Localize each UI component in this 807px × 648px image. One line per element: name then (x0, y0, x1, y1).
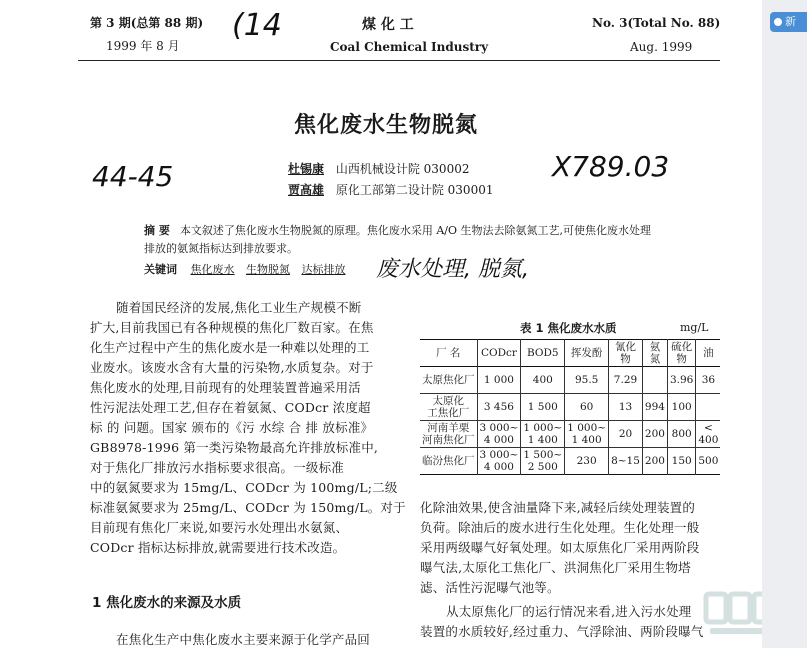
site-watermark-logo (700, 588, 762, 640)
table-cell: 230 (565, 448, 609, 475)
table-row-factory: 河南羊栗 河南焦化厂 (422, 422, 475, 446)
body-line: 标 的 问题。国家 颁布的《污 水综 合 排 放标准》 (90, 420, 374, 435)
body-line: CODcr 指标达标排放,就需要进行技术改造。 (90, 540, 346, 555)
table-header-cell: BOD5 (521, 340, 565, 367)
header-issue-cn: 第 3 期(总第 88 期) (90, 16, 204, 30)
body-line: 负荷。除油后的废水进行生化处理。生化处理一般 (420, 520, 700, 535)
tab-dot-icon (774, 18, 782, 26)
table-row (420, 394, 720, 421)
table-cell: 994 (642, 394, 667, 421)
keyword-2: 生物脱氮 (246, 263, 290, 276)
author-1-name: 杜锡康 (288, 162, 325, 176)
keyword-1: 焦化废水 (190, 263, 235, 276)
table-cell: 200 (642, 421, 667, 448)
table-header-row (420, 340, 720, 367)
table-unit: mg/L (680, 321, 709, 334)
table-cell: 1 000~ 1 400 (521, 421, 565, 448)
header-date-en: Aug. 1999 (630, 40, 693, 54)
table-cell: 400 (521, 367, 565, 394)
table-row-factory: 临汾焦化厂 (422, 455, 475, 467)
body-line: 目前现有焦化厂来说,如要污水处理出水氨氮、 (90, 520, 349, 535)
table-cell: 3.96 (667, 367, 695, 394)
table-cell: 1 000~ 1 400 (565, 421, 609, 448)
body-right-column (420, 498, 699, 598)
table-cell: 13 (609, 394, 643, 421)
table-cell: 7.29 (609, 367, 643, 394)
table-cell: 20 (609, 421, 643, 448)
table-header-cell: 油 (696, 340, 721, 367)
header-journal-cn: 煤 化 工 (362, 17, 414, 33)
keywords-line (144, 261, 346, 278)
table-header-cell: 硫化物 (667, 340, 695, 367)
table-row (420, 448, 720, 475)
handwritten-keywords-note: 废水处理, 脱氮, (376, 257, 529, 282)
table-cell: 36 (696, 367, 721, 394)
table-cell: 95.5 (565, 367, 609, 394)
keyword-3: 达标排放 (301, 263, 346, 276)
table-header-cell: 氨氮 (642, 340, 667, 367)
body-line: 扩大,目前我国已有各种规模的焦化厂数百家。在焦 (90, 320, 374, 335)
body-left-column (90, 298, 406, 558)
body-line: 标准氨氮要求为 25mg/L、CODcr 为 150mg/L。对于 (90, 500, 406, 515)
header-rule (78, 60, 720, 61)
body-line: 化生产过程中产生的焦化废水是一种难以处理的工 (90, 340, 370, 355)
viewer-side-tab[interactable] (770, 12, 807, 32)
handwritten-mark-top: (14 (232, 8, 282, 43)
body-line: 随着国民经济的发展,焦化工业生产规模不断 (116, 300, 362, 315)
body-line: 曝气法,太原化工焦化厂、洪洞焦化厂采用生物塔 (420, 560, 691, 575)
table-row-factory: 太原焦化厂 (422, 374, 475, 386)
body-line: GB8978-1996 第一类污染物最高允许排放标准中, (90, 440, 379, 455)
author-2 (288, 181, 493, 198)
table-caption: 表 1 焦化废水水质 (520, 321, 617, 335)
water-quality-table (420, 339, 720, 475)
author-1 (288, 160, 469, 177)
table-cell: 3 000~ 4 000 (477, 448, 521, 475)
section-heading-1: 1 焦化废水的来源及水质 (92, 595, 242, 611)
table-cell: 1 000 (477, 367, 521, 394)
table-cell (696, 394, 721, 421)
body-line: 装置的水质较好,经过重力、气浮除油、两阶段曝气 (420, 624, 704, 639)
handwritten-code: X789.03 (552, 150, 670, 183)
table-header-cell: CODcr (477, 340, 521, 367)
author-2-affiliation: 原化工部第二设计院 030001 (335, 183, 494, 197)
body-line: 采用两级曝气好氧处理。如太原焦化厂采用两阶段 (420, 540, 700, 555)
side-tab-label: 新 (785, 15, 796, 28)
body-line: 化除油效果,使含油量降下来,减轻后续处理装置的 (420, 500, 696, 515)
viewer-side-panel (762, 0, 807, 648)
table-cell: < 400 (696, 421, 721, 448)
body-left-bottom: 在焦化生产中焦化废水主要来源于化学产品回 (116, 632, 371, 647)
table-cell: 150 (667, 448, 695, 475)
header-date-cn: 1999 年 8 月 (106, 39, 180, 53)
table-cell: 100 (667, 394, 695, 421)
table-cell: 8~15 (609, 448, 643, 475)
table-cell: 3 000~ 4 000 (477, 421, 521, 448)
table-row-factory: 太原化 工焦化厂 (427, 395, 470, 419)
paper-title: 焦化废水生物脱氮 (294, 113, 479, 138)
body-line: 性污泥法处理工艺,但存在着氨氮、CODcr 浓度超 (90, 400, 371, 415)
table-cell: 500 (696, 448, 721, 475)
table-cell: 60 (565, 394, 609, 421)
abstract-line-1 (144, 222, 651, 239)
table-header-cell: 氰化物 (609, 340, 643, 367)
table-cell: 3 456 (477, 394, 521, 421)
table-header-cell: 挥发酚 (565, 340, 609, 367)
table-cell: 200 (642, 448, 667, 475)
table-header-cell: 厂 名 (436, 347, 461, 359)
body-line: 业废水。该废水含有大量的污染物,水质复杂。对于 (90, 360, 374, 375)
body-line: 焦化废水的处理,目前现有的处理装置普遍采用活 (90, 380, 361, 395)
author-1-affiliation: 山西机械设计院 030002 (335, 162, 470, 176)
table-cell: 1 500~ 2 500 (521, 448, 565, 475)
table-cell (642, 367, 667, 394)
abstract-text-1: 本文叙述了焦化废水生物脱氮的原理。焦化废水采用 A/O 生物法去除氨氮工艺,可使焦化废水处理 (179, 224, 651, 237)
table-row (420, 367, 720, 394)
body-line: 滤、活性污泥曝气池等。 (420, 580, 560, 595)
table-cell: 1 500 (521, 394, 565, 421)
header-issue-en: No. 3(Total No. 88) (592, 16, 721, 30)
handwritten-page-range: 44-45 (92, 160, 174, 193)
table-cell: 800 (667, 421, 695, 448)
keywords-label: 关键词 (144, 263, 177, 276)
table-body (420, 367, 720, 475)
abstract-line-2: 排放的氨氮指标达到排放要求。 (144, 242, 298, 255)
body-line: 中的氨氮要求为 15mg/L、CODcr 为 100mg/L;二级 (90, 480, 398, 495)
header-journal-en: Coal Chemical Industry (330, 40, 489, 54)
body-line: 对于焦化厂排放污水指标要求很高。一级标准 (90, 460, 345, 475)
author-2-name: 贾高雄 (288, 183, 325, 197)
body-line: 从太原焦化厂的运行情况来看,进入污水处理 (446, 604, 692, 619)
body-right-column-2 (420, 602, 704, 642)
table-row (420, 421, 720, 448)
abstract-label: 摘 要 (144, 224, 170, 237)
